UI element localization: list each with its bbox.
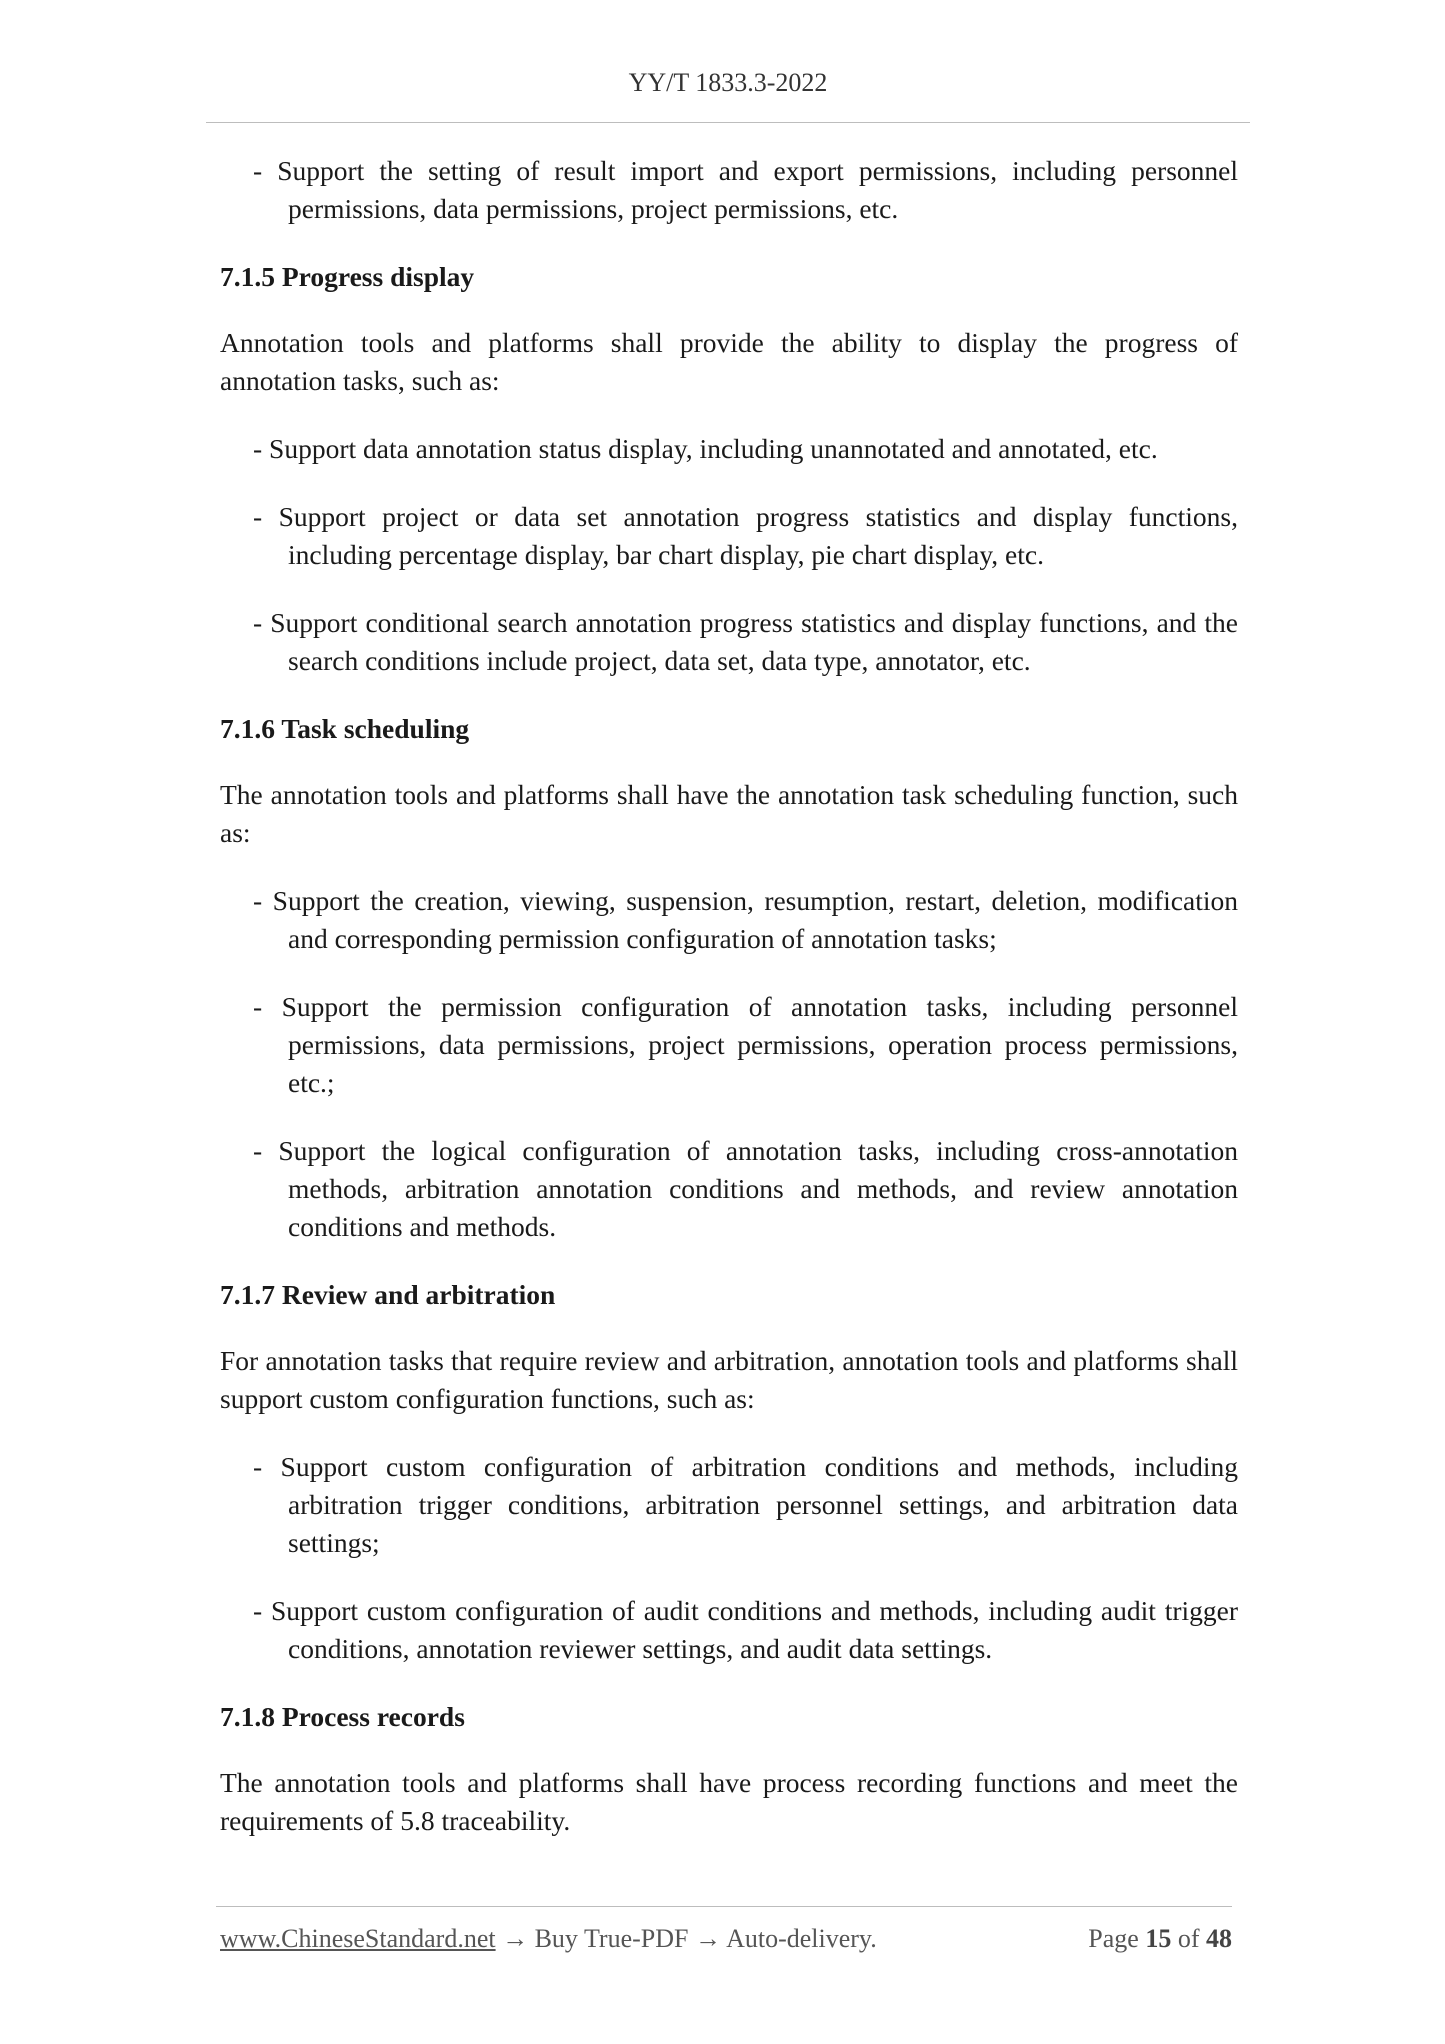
- list-item: - Support the permission configuration of annotation tasks, including personnel permissions, data permissions, project permissions, operation process permissions, etc.;: [253, 991, 1238, 1098]
- list-item: - Support the setting of result import and export permissions, including personnel permissions, data permissions, project permissions, etc.: [253, 155, 1238, 224]
- list-item: - Support custom configuration of arbitration conditions and methods, including arbitration trigger conditions, arbitration personnel settings, and arbitration data settings;: [253, 1451, 1238, 1558]
- website-link[interactable]: www.ChineseStandard.net: [220, 1924, 496, 1953]
- page-label: Page: [1088, 1924, 1139, 1953]
- page-footer: [220, 1924, 1232, 1954]
- section-heading: 7.1.8 Process records: [220, 1701, 465, 1732]
- buy-true-pdf-text: Buy True-PDF: [534, 1924, 689, 1953]
- section-heading: 7.1.5 Progress display: [220, 261, 475, 292]
- list-item: - Support the logical configuration of annotation tasks, including cross-annotation methods, arbitration annotation conditions and methods, and review annotation conditions and methods.: [253, 1135, 1238, 1242]
- arrow-icon: →: [502, 1924, 529, 1953]
- of-label: of: [1177, 1924, 1200, 1953]
- current-page: 15: [1145, 1924, 1172, 1953]
- total-pages: 48: [1206, 1924, 1232, 1953]
- auto-delivery-text: Auto-delivery.: [726, 1924, 877, 1953]
- list-item: - Support the creation, viewing, suspension, resumption, restart, deletion, modification and corresponding permission configuration of annotation tasks;: [253, 885, 1238, 954]
- page-number: [1088, 1924, 1232, 1954]
- document-id-header: YY/T 1833.3-2022: [628, 68, 828, 97]
- paragraph: For annotation tasks that require review and arbitration, annotation tools and platforms shall support custom configuration functions, such as:: [220, 1345, 1238, 1414]
- header-divider: [206, 122, 1250, 123]
- document-body: [220, 152, 1238, 1870]
- list-item: - Support data annotation status display, including unannotated and annotated, etc.: [253, 433, 1158, 464]
- section-heading: 7.1.6 Task scheduling: [220, 713, 470, 744]
- footer-promo: [220, 1924, 877, 1954]
- list-item: - Support conditional search annotation progress statistics and display functions, and the search conditions include project, data set, data type, annotator, etc.: [253, 607, 1238, 676]
- arrow-icon: →: [695, 1924, 721, 1953]
- paragraph: The annotation tools and platforms shall have the annotation task scheduling function, such as:: [220, 779, 1238, 848]
- paragraph: Annotation tools and platforms shall provide the ability to display the progress of annotation tasks, such as:: [220, 327, 1238, 396]
- footer-divider: [216, 1906, 1232, 1907]
- list-item: - Support custom configuration of audit conditions and methods, including audit trigger conditions, annotation reviewer settings, and audit data settings.: [253, 1595, 1238, 1664]
- list-item: - Support project or data set annotation progress statistics and display functions, including percentage display, bar chart display, pie chart display, etc.: [253, 501, 1238, 570]
- paragraph: The annotation tools and platforms shall have process recording functions and meet the requirements of 5.8 traceability.: [220, 1767, 1238, 1836]
- section-heading: 7.1.7 Review and arbitration: [220, 1279, 556, 1310]
